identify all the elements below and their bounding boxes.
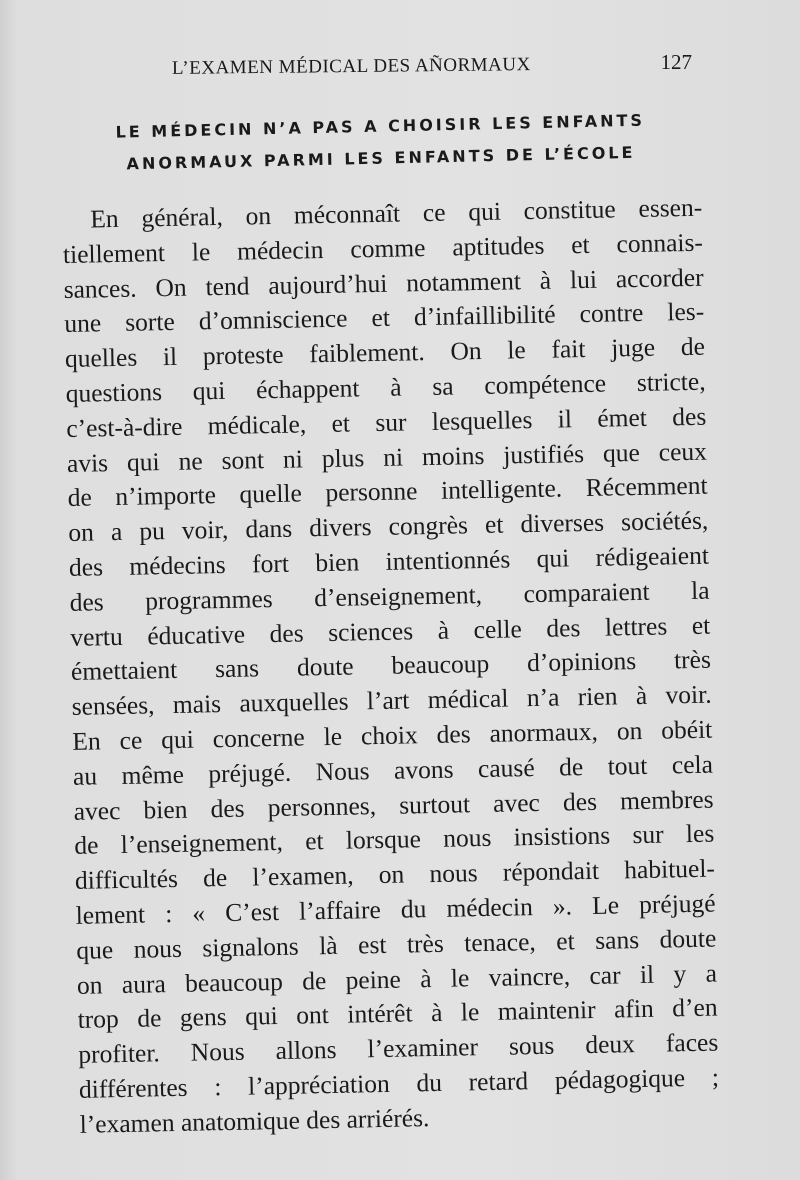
text-line: de l’enseignement, et lorsque nous insistions sur les <box>74 818 715 861</box>
text-line: quelles il proteste faiblement. On le fait juge de <box>64 331 706 374</box>
text-line: En général, on méconnaît ce qui constitue essen- <box>90 192 703 234</box>
text-line: c’est-à-dire médicale, et sur lesquelles il émet des <box>66 401 707 443</box>
text-line: profiter. Nous allons l’examiner sous deux faces <box>78 1027 719 1069</box>
running-head <box>160 50 700 90</box>
text-line: que nous signalons là est très tenace, et sans doute <box>76 923 717 965</box>
text-line: trop de gens qui ont intérêt à le maintenir afin d’en <box>77 992 718 1035</box>
section-heading-line: LE MÉDECIN N’A PAS A CHOISIR LES ENFANTS <box>115 110 646 142</box>
text-line: sances. On tend aujourd’hui notamment à lui accorder <box>63 262 704 304</box>
text-line: tiellement le médecin comme aptitudes et connais- <box>62 227 704 269</box>
page-number: 127 <box>660 50 692 74</box>
text-line: on a pu voir, dans divers congrès et diverses sociétés, <box>68 505 709 548</box>
section-heading-line: ANORMAUX PARMI LES ENFANTS DE L’ÉCOLE <box>126 142 636 174</box>
body-paragraph <box>62 191 720 1143</box>
text-line: on aura beaucoup de peine à le vaincre, car il y a <box>76 958 718 1000</box>
text-line: avec bien des personnes, surtout avec des membres <box>73 784 714 826</box>
text-line: au même préjugé. Nous avons causé de tout cela <box>72 749 714 791</box>
running-title: L’EXAMEN MÉDICAL DES AÑORMAUX <box>171 54 531 79</box>
text-line: difficultés de l’examen, on nous répondait habituel- <box>74 853 716 896</box>
text-line: lement : « C’est l’affaire du médecin ». Le préjugé <box>75 888 716 930</box>
text-line: de n’importe quelle personne intelligente. Récemment <box>67 471 708 513</box>
text-line: avis qui ne sont ni plus ni moins justifiés que ceux <box>66 436 708 478</box>
text-line: questions qui échappent à sa compétence stricte, <box>65 366 706 408</box>
text-line: une sorte d’omniscience et d’infaillibilité contre les- <box>64 297 705 339</box>
text-line: sensées, mais auxquelles l’art médical n’a rien à voir. <box>71 679 712 722</box>
text-line: vertu éducative des sciences à celle des lettres et <box>70 610 711 652</box>
text-line: l’examen anatomique des arriérés. <box>79 1102 430 1139</box>
section-heading <box>55 103 706 182</box>
text-line: En ce qui concerne le choix des anormaux, on obéit <box>72 714 713 756</box>
text-line: des programmes d’enseignement, comparaient la <box>69 575 710 617</box>
text-line: différentes : l’appréciation du retard pédagogique ; <box>78 1062 720 1104</box>
text-line: des médecins fort bien intentionnés qui rédigeaient <box>68 540 710 582</box>
text-line: émettaient sans doute beaucoup d’opinions très <box>70 644 712 687</box>
